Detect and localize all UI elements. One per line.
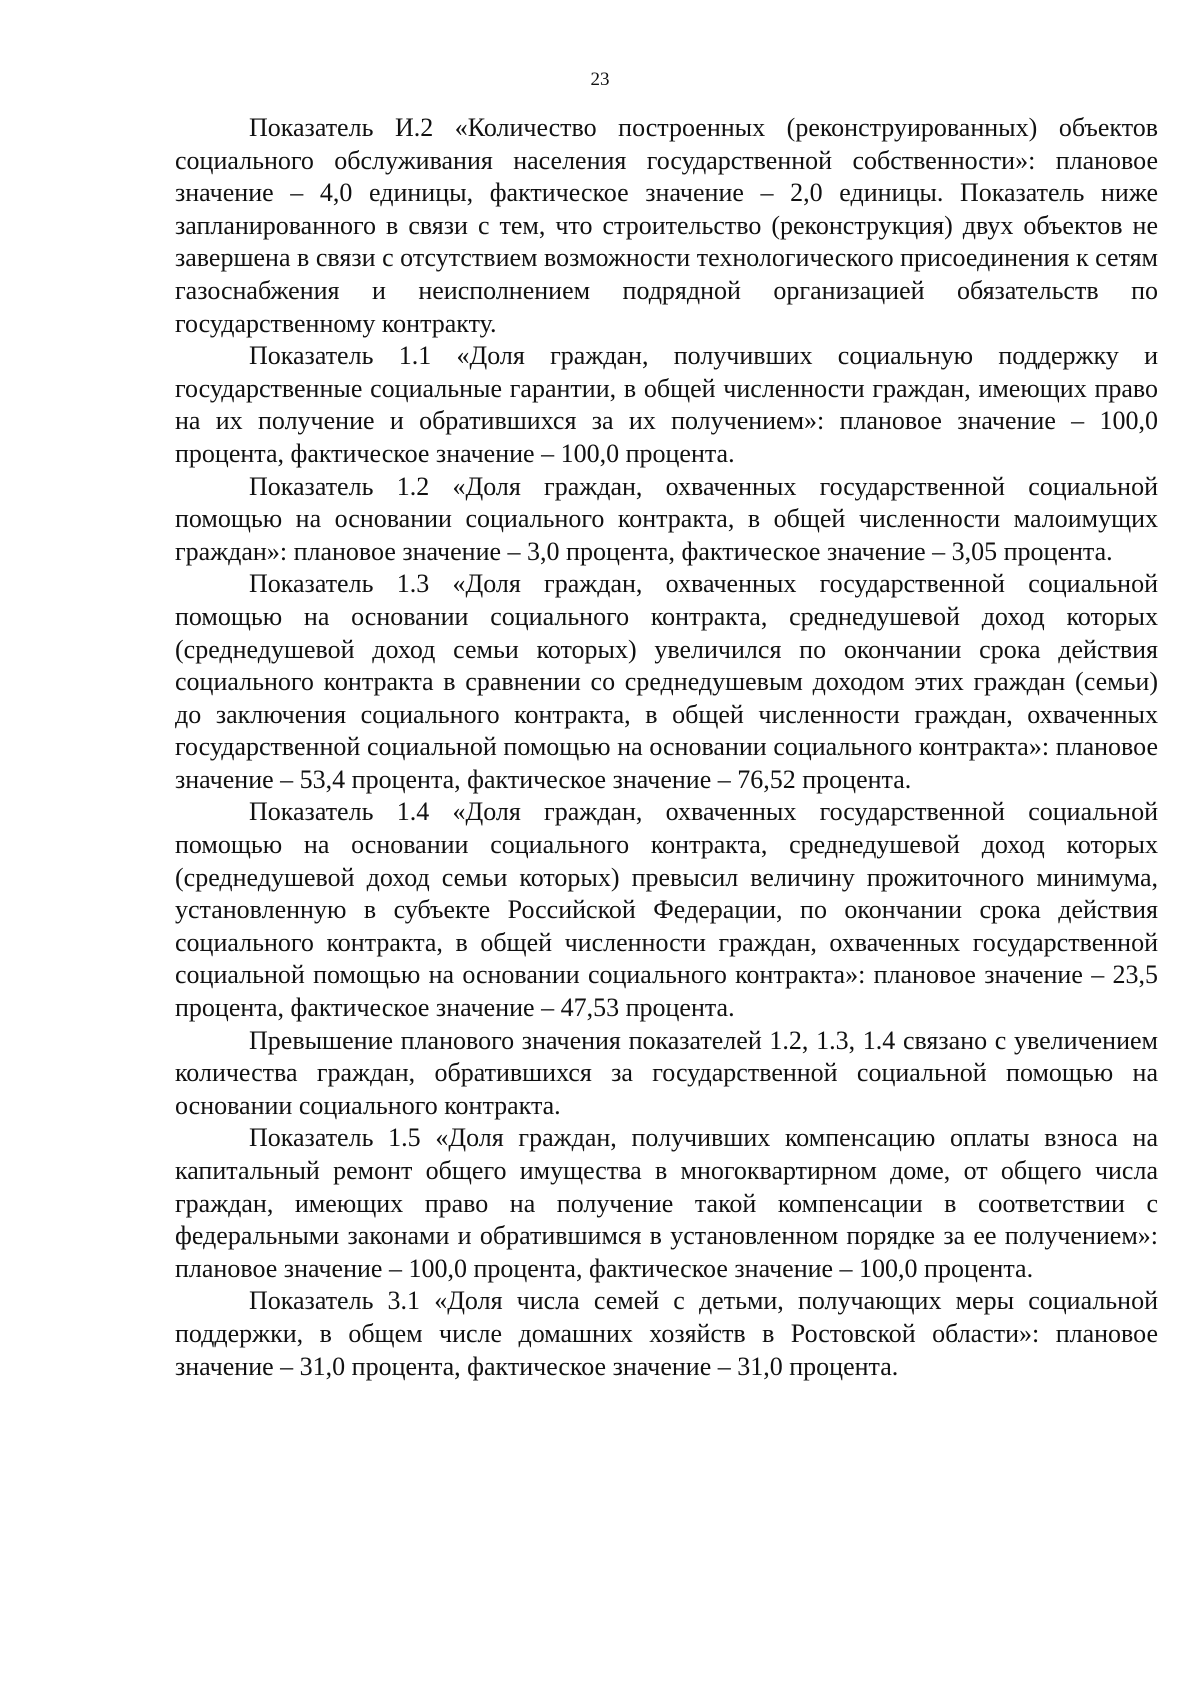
paragraph-indicator-1-3: Показатель 1.3 «Доля граждан, охваченных государственной социальной помощью на основании социального контракта, среднедушевой доход которых (среднедушевой доход семьи которых) увеличился по окончании срока действия социального контракта в сравнении со среднедушевым доходом этих граждан (семьи) до заключения социального контракта, в общей численности граждан, охваченных государственной социальной помощью на основании социального контракта»: плановое значение – 53,4 процента, фактическое значение – 76,52 процента. [175,569,1158,794]
paragraph-indicator-1-1: Показатель 1.1 «Доля граждан, получивших социальную поддержку и государственные социальные гарантии, в общей численности граждан, имеющих право на их получение и обратившихся за их получением»: плановое значение – 100,0 процента, фактическое значение – 100,0 процента. [175,341,1158,468]
document-body [175,112,1158,1383]
paragraph-indicator-1-4: Показатель 1.4 «Доля граждан, охваченных государственной социальной помощью на основании социального контракта, среднедушевой доход которых (среднедушевой доход семьи которых) превысил величину прожиточного минимума, установленную в субъекте Российской Федерации, по окончании срока действия социального контракта, в общей численности граждан, охваченных государственной социальной помощью на основании социального контракта»: плановое значение – 23,5 процента, фактическое значение – 47,53 процента. [175,797,1158,1023]
paragraph-excess-explanation: Превышение планового значения показателей 1.2, 1.3, 1.4 связано с увеличением количества граждан, обратившихся за государственной социальной помощью на основании социального контракта. [175,1025,1158,1120]
paragraph-indicator-1-2: Показатель 1.2 «Доля граждан, охваченных государственной социальной помощью на основании социального контракта, в общей численности малоимущих граждан»: плановое значение – 3,0 процента, фактическое значение – 3,05 процента. [175,471,1158,566]
page-number: 23 [590,69,610,90]
paragraph-indicator-i2: Показатель И.2 «Количество построенных (реконструированных) объектов социального обслуживания населения государственной собственности»: плановое значение – 4,0 единицы, фактическое значение – 2,0 единицы. Показатель ниже запланированного в связи с тем, что строительство (реконструкция) двух объектов не завершена в связи с отсутствием возможности технологического присоединения к сетям газоснабжения и неисполнением подрядной организацией обязательств по государственному контракту. [175,113,1158,338]
paragraph-indicator-3-1: Показатель 3.1 «Доля числа семей с детьми, получающих меры социальной поддержки, в общем числе домашних хозяйств в Ростовской области»: плановое значение – 31,0 процента, фактическое значение – 31,0 процента. [175,1286,1158,1381]
paragraph-indicator-1-5: Показатель 1.5 «Доля граждан, получивших компенсацию оплаты взноса на капитальный ремонт общего имущества в многоквартирном доме, от общего числа граждан, имеющих право на получение такой компенсации в соответствии с федеральными законами и обратившимся в установленном порядке за ее получением»: плановое значение – 100,0 процента, фактическое значение – 100,0 процента. [175,1123,1158,1283]
